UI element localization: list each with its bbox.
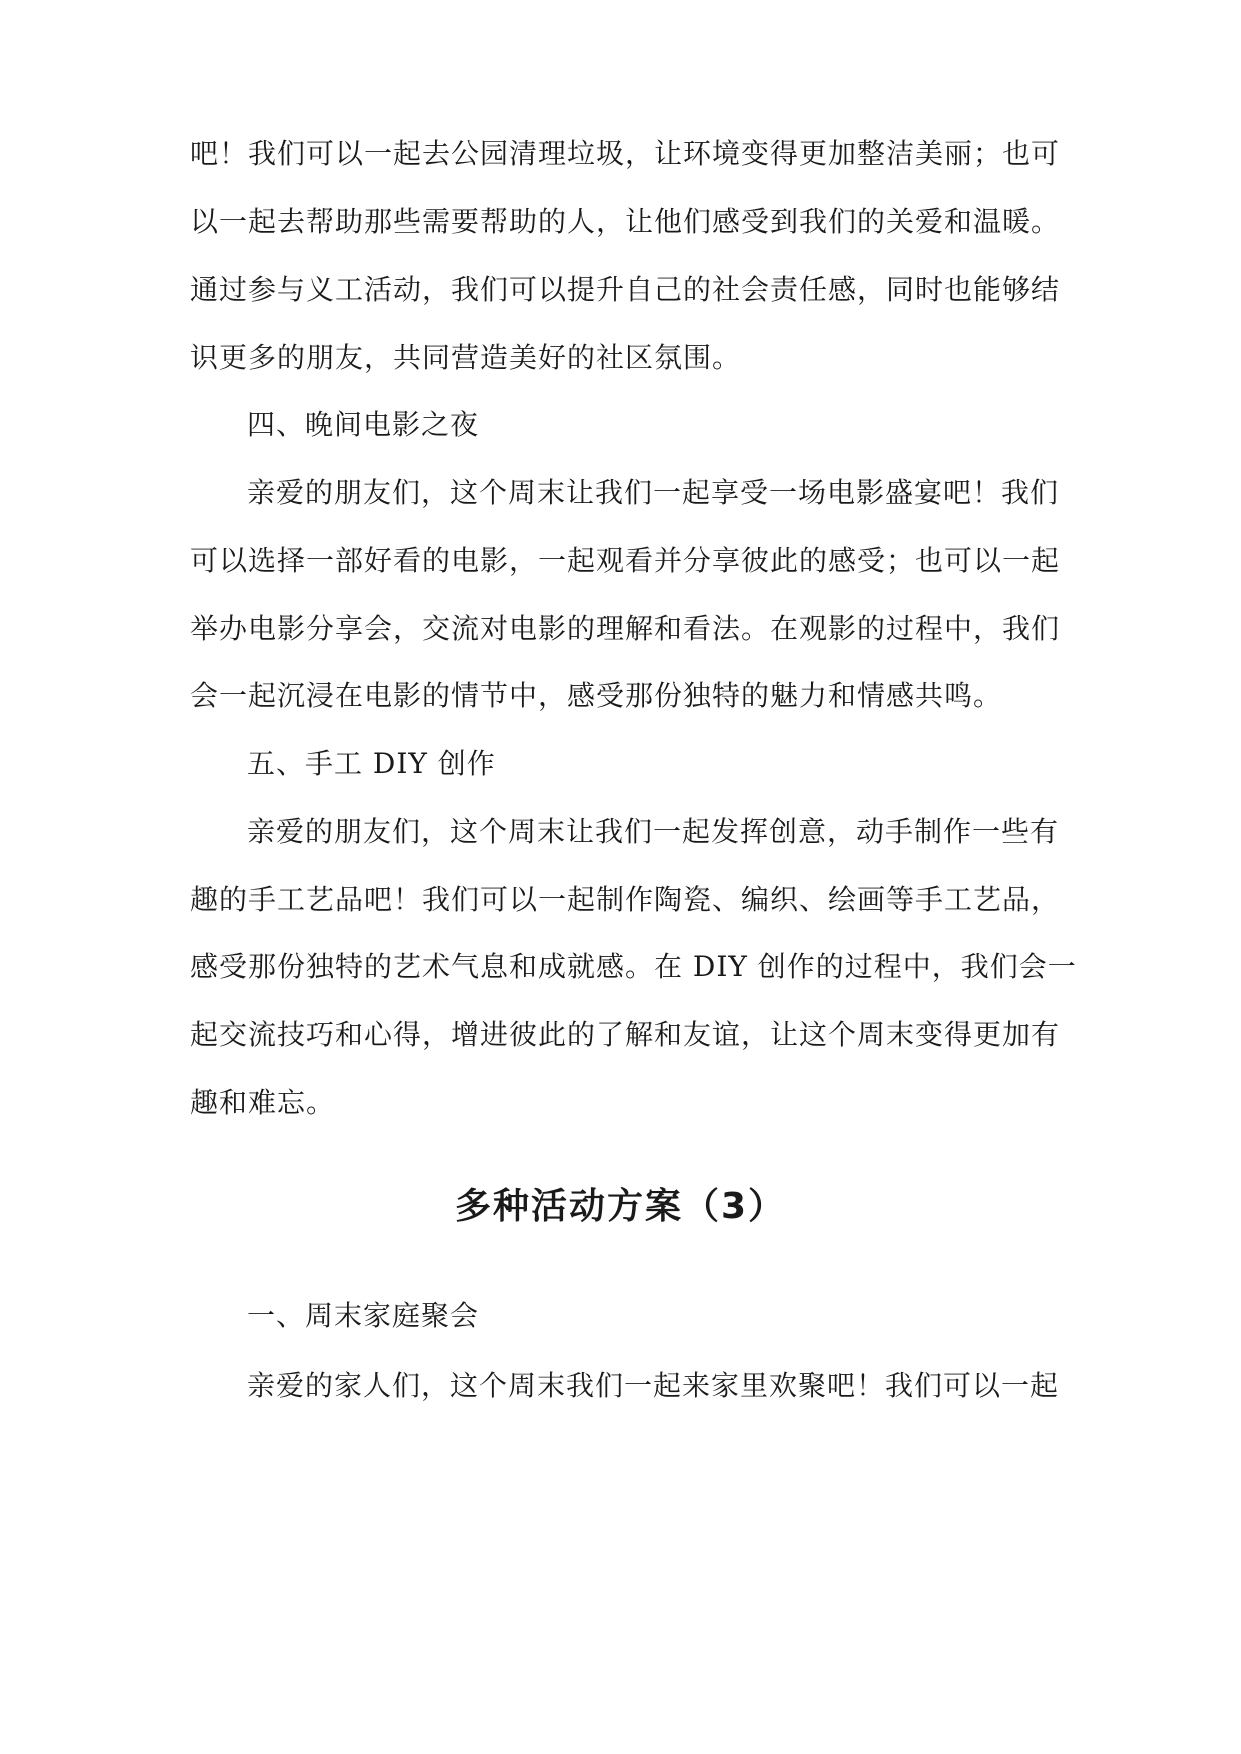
paragraph-line: 亲爱的朋友们，这个周末让我们一起享受一场电影盛宴吧！我们 [247,476,1060,509]
paragraph-line: 会一起沉浸在电影的情节中，感受那份独特的魅力和情感共鸣。 [190,679,1003,712]
paragraph-line: 亲爱的朋友们，这个周末让我们一起发挥创意，动手制作一些有 [247,815,1060,848]
paragraph-line: 趣的手工艺品吧！我们可以一起制作陶瓷、编织、绘画等手工艺品， [190,883,1061,916]
section-heading-diy: 五、手工 DIY 创作 [247,747,496,780]
section-heading-family-gathering: 一、周末家庭聚会 [247,1299,480,1332]
paragraph-line: 吧！我们可以一起去公园清理垃圾，让环境变得更加整洁美丽；也可 [190,137,1061,170]
paragraph-line: 识更多的朋友，共同营造美好的社区氛围。 [190,341,742,374]
paragraph-line: 举办电影分享会，交流对电影的理解和看法。在观影的过程中，我们 [190,612,1061,645]
section-heading-evening-movie: 四、晚间电影之夜 [247,408,480,441]
paragraph-line: 感受那份独特的艺术气息和成就感。在 DIY 创作的过程中，我们会一 [190,950,1077,983]
document-title: 多种活动方案（3） [454,1186,787,1227]
paragraph-line: 可以选择一部好看的电影，一起观看并分享彼此的感受；也可以一起 [190,544,1061,577]
paragraph-line: 趣和难忘。 [190,1086,336,1119]
paragraph-line: 以一起去帮助那些需要帮助的人，让他们感受到我们的关爱和温暖。 [190,205,1061,238]
paragraph-line: 起交流技巧和心得，增进彼此的了解和友谊，让这个周末变得更加有 [190,1018,1061,1051]
paragraph-line: 通过参与义工活动，我们可以提升自己的社会责任感，同时也能够结 [190,273,1061,306]
paragraph-line: 亲爱的家人们，这个周末我们一起来家里欢聚吧！我们可以一起 [247,1369,1060,1402]
